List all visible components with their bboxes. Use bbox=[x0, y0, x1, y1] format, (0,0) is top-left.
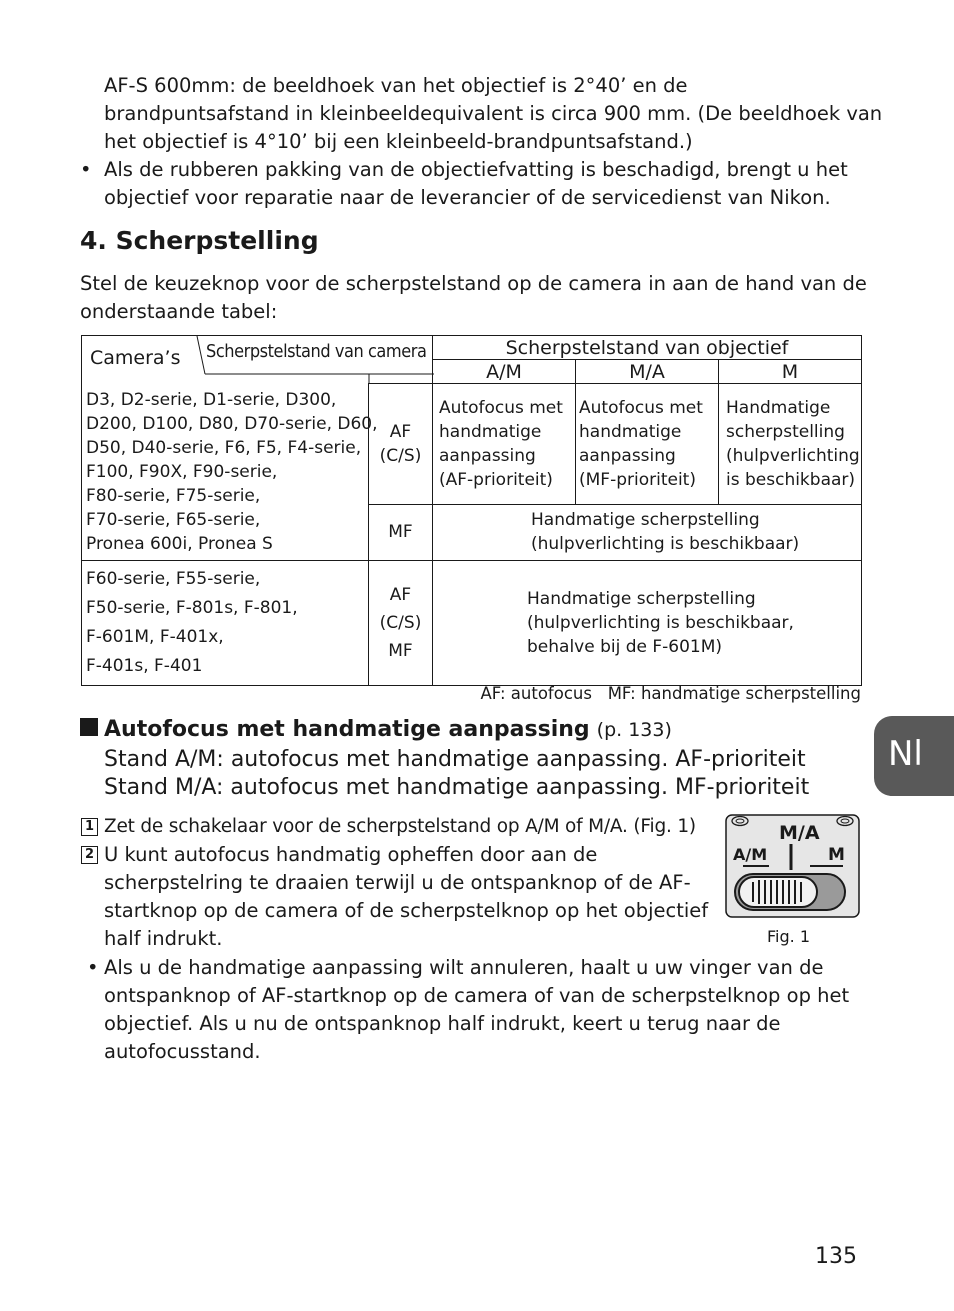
step-2-line: half indrukt. bbox=[104, 927, 223, 950]
mode-line: AF bbox=[389, 584, 412, 605]
cell-line: (AF-prioriteit) bbox=[439, 470, 553, 490]
mode-line: (C/S) bbox=[379, 612, 422, 633]
cell-line: (hulpverlichting is beschikbaar, bbox=[527, 612, 794, 633]
camera-line: D3, D2-serie, D1-serie, D300, bbox=[86, 389, 337, 410]
cell-mf-all bbox=[433, 505, 862, 560]
bullet-dot: • bbox=[80, 158, 92, 181]
camera-line: F-601M, F-401x, bbox=[86, 626, 224, 647]
cell-line: (hulpverlichting bbox=[726, 446, 860, 466]
camera-line: Pronea 600i, Pronea S bbox=[86, 533, 273, 554]
step-2-line: startknop op de camera of de scherpstelknop op het objectief bbox=[104, 899, 709, 922]
cell-line: behalve bij de F-601M) bbox=[527, 636, 723, 657]
lens-mode-ma: M/A bbox=[576, 360, 719, 384]
label-ma: M/A bbox=[779, 822, 820, 844]
language-tab-label: Nl bbox=[888, 734, 923, 774]
cell-line: Handmatige bbox=[726, 398, 831, 418]
camera-line: F50-serie, F-801s, F-801, bbox=[86, 597, 298, 618]
camera-mode-af-mf bbox=[369, 560, 433, 685]
cell-line: Autofocus met bbox=[439, 398, 563, 418]
square-bullet-icon bbox=[80, 718, 98, 736]
subsection-title-line bbox=[104, 716, 672, 744]
cell-line: scherpstelling bbox=[726, 422, 845, 442]
camera-line: F70-serie, F65-serie, bbox=[86, 509, 261, 530]
intro-line: het objectief is 4°10’ bij een kleinbeeld-brandpuntsafstand.) bbox=[104, 130, 693, 153]
cell-line: handmatige bbox=[579, 422, 682, 442]
intro-line: AF-S 600mm: de beeldhoek van het objectief is 2°40’ en de bbox=[104, 74, 688, 97]
camera-group-1 bbox=[82, 384, 378, 561]
cell-line: Handmatige scherpstelling bbox=[527, 588, 756, 609]
figure-caption: Fig. 1 bbox=[767, 927, 810, 946]
camera-mode-mf: MF bbox=[369, 505, 433, 560]
lens-mode-header: Scherpstelstand van objectief bbox=[433, 336, 862, 360]
intro-bullet-line: Als de rubberen pakking van de objectiefvatting is beschadigd, brengt u het bbox=[104, 158, 848, 181]
note-line: Als u de handmatige aanpassing wilt annuleren, haalt u uw vinger van de bbox=[104, 956, 824, 979]
section-intro bbox=[80, 270, 867, 326]
camera-line: F80-serie, F75-serie, bbox=[86, 485, 261, 506]
cell-line: is beschikbaar) bbox=[726, 470, 856, 490]
cell-af-am bbox=[433, 384, 576, 505]
intro-paragraph bbox=[104, 72, 882, 156]
note-line: objectief. Als u nu de ontspanknop half indrukt, keert u terug naar de bbox=[104, 1012, 781, 1035]
focus-switch-illustration bbox=[725, 814, 860, 918]
bullet-dot: • bbox=[87, 956, 99, 979]
mode-line: (C/S) bbox=[379, 446, 422, 466]
camera-line: F60-serie, F55-serie, bbox=[86, 568, 261, 589]
step-1-number: 1 bbox=[81, 818, 98, 836]
subsection-line-ma: Stand M/A: autofocus met handmatige aanpassing. MF-prioriteit bbox=[104, 775, 810, 800]
section-intro-line: onderstaande tabel: bbox=[80, 300, 278, 323]
lens-mode-m: M bbox=[719, 360, 862, 384]
cell-group2-all bbox=[433, 560, 862, 685]
cell-line: Autofocus met bbox=[579, 398, 703, 418]
figure-1 bbox=[725, 814, 860, 918]
camera-mode-af bbox=[369, 384, 433, 505]
lens-mode-am: A/M bbox=[433, 360, 576, 384]
subsection-ref: (p. 133) bbox=[596, 719, 672, 741]
cell-line: aanpassing bbox=[579, 446, 676, 466]
corner-cameras-label: Camera’s bbox=[90, 347, 181, 369]
label-m: M bbox=[828, 845, 845, 865]
cell-af-m bbox=[719, 384, 862, 505]
label-am: A/M bbox=[733, 845, 768, 864]
cell-line: (hulpverlichting is beschikbaar) bbox=[531, 534, 800, 555]
section-title: 4. Scherpstelling bbox=[80, 226, 319, 255]
camera-line: D200, D100, D80, D70-serie, D60, bbox=[86, 413, 378, 434]
step-2-number: 2 bbox=[81, 846, 98, 864]
camera-line: F100, F90X, F90-serie, bbox=[86, 461, 278, 482]
corner-mode-label: Scherpstelstand van camera bbox=[206, 341, 427, 362]
intro-line: brandpuntsafstand in kleinbeeldequivalent is circa 900 mm. (De beeldhoek van bbox=[104, 102, 883, 125]
mode-line: MF bbox=[388, 640, 413, 661]
subsection-line-am: Stand A/M: autofocus met handmatige aanpassing. AF-prioriteit bbox=[104, 747, 806, 772]
subsection-title: Autofocus met handmatige aanpassing bbox=[104, 717, 590, 742]
mode-line: AF bbox=[389, 422, 412, 442]
step-2-text bbox=[104, 841, 708, 953]
camera-line: D50, D40-serie, F6, F5, F4-serie, bbox=[86, 437, 362, 458]
note-paragraph bbox=[104, 954, 849, 1066]
step-2-line: scherpstelring te draaien terwijl u de ontspanknop of de AF- bbox=[104, 871, 691, 894]
section-intro-line: Stel de keuzeknop voor de scherpstelstand op de camera in aan de hand van de bbox=[80, 272, 867, 295]
note-line: ontspanknop of AF-startknop op de camera of van de scherpstelknop op het bbox=[104, 984, 850, 1007]
focus-mode-table bbox=[81, 335, 862, 686]
cell-line: handmatige bbox=[439, 422, 542, 442]
cell-line: aanpassing bbox=[439, 446, 536, 466]
cell-af-ma bbox=[576, 384, 719, 505]
cell-line: Handmatige scherpstelling bbox=[531, 510, 760, 531]
intro-bullet-line: objectief voor reparatie naar de leverancier of de servicedienst van Nikon. bbox=[104, 186, 831, 209]
camera-line: F-401s, F-401 bbox=[86, 655, 203, 676]
cell-line: (MF-prioriteit) bbox=[579, 470, 696, 490]
page-number: 135 bbox=[815, 1244, 857, 1269]
note-line: autofocusstand. bbox=[104, 1040, 261, 1063]
table-legend: AF: autofocus MF: handmatige scherpstelling bbox=[480, 684, 861, 703]
camera-group-2 bbox=[82, 560, 369, 685]
intro-bullet-text bbox=[104, 156, 848, 212]
table-corner-header bbox=[82, 336, 433, 384]
step-1-text: Zet de schakelaar voor de scherpstelstand op A/M of M/A. (Fig. 1) bbox=[104, 816, 696, 837]
step-2-line: U kunt autofocus handmatig opheffen door aan de bbox=[104, 843, 598, 866]
language-tab bbox=[874, 716, 954, 796]
